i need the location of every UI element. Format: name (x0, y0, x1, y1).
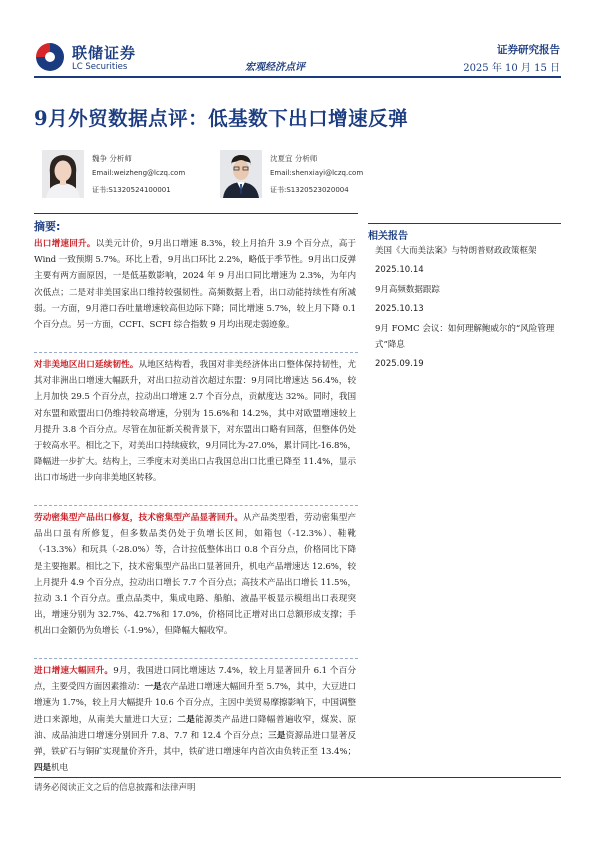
related-report-item[interactable] (375, 321, 561, 369)
paragraph-emphasis: 四是 (34, 763, 51, 774)
paragraph-body: 以美元计价，9月出口增速 8.3%，较上月抬升 3.9 个百分点，高于 Wind 一致预期 5.7%。环比上看，9月出口环比 2.2%，略低于季节性。9月出口反弹主要有两方面原因，一是低基数影响，2024 年 9 月出口同比增速为 2.3%，为年内次低点；二是对非美国家出口维持较强韧性。高频数据上看，出口动能持续性有所减弱。一方面，9月港口吞吐量增速较高但边际下降；同比增速 5.7%，较上月下降 0.1 个百分点。另一方面，CCFI、SCFI 综合指数 9 月均出现走弱迹象。 (34, 239, 356, 331)
logo-english-name: LC Securities (72, 62, 128, 72)
report-section: 宏观经济点评 (245, 62, 305, 73)
paragraph-body: 从产品类型看，劳动密集型产品出口虽有所修复，但多数品类仍处于负增长区间，如箱包（-12.3%）、鞋靴（-13.3%）和玩具（-28.0%）等，合计拉低整体出口 0.8 个百分点，价格同比下降是主要拖累。相比之下，技术密集型产品出口显著回升，机电产品增速达 12.6%，较上月提升 4.9 个百分点，拉动出口增长 7.7 个百分点；高技术产品出口增长 11.5%，拉动 3.1 个百分点。重点品类中，集成电路、船舶、液晶平板显示模组出口表现突出，增速分别为 32.7%、42.7%和 17.0%，价格同比正增对出口总额形成支撑；手机出口金额仍为负增长（-1.9%），但降幅大幅收窄。 (34, 513, 356, 637)
summary-paragraph (34, 663, 356, 776)
disclaimer-note: 请务必阅读正文之后的信息披露和法律声明 (34, 783, 196, 793)
paragraph-divider (34, 658, 358, 659)
related-report-date: 2025.09.19 (375, 359, 424, 369)
related-report-date: 2025.10.14 (375, 265, 424, 275)
paragraph-lead: 进口增速大幅回升。 (34, 666, 114, 676)
summary-paragraph (34, 236, 356, 333)
related-reports-heading: 相关报告 (368, 231, 408, 242)
summary-paragraph (34, 510, 356, 640)
related-report-title[interactable]: 美国《大而美法案》与特朗普财政政策框架 (375, 246, 537, 256)
logo-chinese-name: 联储证券 (72, 44, 137, 62)
paragraph-lead: 对非美地区出口延续韧性。 (34, 360, 139, 370)
paragraph-body: 资源品进口显著反弹，铁矿石与铜矿实现量价齐升，其中，铁矿进口增速年内首次由负转正至 13.4%； (34, 730, 357, 758)
summary-divider (34, 213, 358, 214)
analyst-name: 魏争 分析师 (92, 154, 132, 163)
analyst-card (42, 150, 242, 200)
report-date: 2025 年 10 月 15 日 (463, 63, 560, 74)
analyst-photo (220, 150, 262, 198)
report-title: 9月外贸数据点评：低基数下出口增速反弹 (34, 107, 409, 130)
analyst-photo (42, 150, 84, 198)
analyst-email[interactable]: Email:weizheng@lczq.com (92, 169, 186, 177)
paragraph-emphasis: 二是 (176, 714, 196, 725)
related-report-item[interactable] (375, 282, 561, 314)
analyst-certificate: 证书:S1320523020004 (270, 186, 349, 194)
paragraph-divider (34, 505, 358, 506)
summary-heading: 摘要: (34, 220, 61, 233)
paragraph-divider (34, 352, 358, 353)
related-report-title[interactable]: 9月 FOMC 会议：如何理解鲍威尔的“风险管理式”降息 (375, 324, 555, 350)
paragraph-body: 农产品进口增速大幅回升至 5.7%，其中，大豆进口增速为 1.7%，较上月大幅提升 10.6 个百分点，主因中美贸易摩擦影响下，中国调整进口来源地，从南美大量进口大豆； (34, 682, 356, 725)
related-report-date: 2025.10.13 (375, 304, 424, 314)
analyst-name: 沈夏宜 分析师 (270, 154, 318, 163)
analyst-certificate: 证书:S1320524100001 (92, 186, 171, 194)
paragraph-lead: 劳动密集型产品出口修复，技术密集型产品显著回升。 (34, 513, 243, 523)
paragraph-emphasis: 一是 (144, 682, 162, 693)
report-type: 证券研究报告 (497, 44, 560, 56)
paragraph-emphasis: 三是 (267, 730, 286, 741)
paragraph-body: 机电 (51, 763, 68, 774)
paragraph-body: 能源类产品进口降幅普遍收窄，煤炭、原油、成品油进口增速分别回升 7.8、7.7 和 12.4 个百分点； (34, 714, 357, 741)
related-reports-list (375, 243, 561, 376)
related-report-title[interactable]: 9月高频数据跟踪 (375, 285, 440, 295)
logo-mark-icon (34, 41, 66, 73)
related-report-item[interactable] (375, 243, 561, 275)
sidebar-divider (368, 223, 561, 224)
analyst-email[interactable]: Email:shenxiayi@lczq.com (270, 169, 364, 177)
company-logo (34, 41, 154, 75)
analyst-card (220, 150, 420, 200)
paragraph-lead: 出口增速回升。 (34, 239, 96, 249)
header-divider (34, 76, 561, 78)
footer-divider (34, 777, 561, 778)
summary-paragraph (34, 357, 356, 487)
paragraph-body: 9月，我国进口同比增速达 7.4%，较上月显著回升 6.1 个百分点，主要受四方面因素推动： (34, 666, 356, 693)
paragraph-body: 从地区结构看，我国对非美经济体出口整体保持韧性，尤其对非洲出口增速大幅跃升，对出口拉动首次超过东盟：9月同比增速达 56.4%，较上月加快 29.5 个百分点，拉动出口增速 2.7 个百分点，贡献度达 32%。同时，我国对东盟和欧盟出口仍维持较高增速，分别为 15.6%和 14.2%，其中对欧盟增速较上月提升 3.8 个百分点。尽管在加征新关税背景下，对东盟出口略有回落，但整体仍处于较高水平。相比之下，对美出口持续疲软，9月同比为-27.0%，累计同比-16.8%，降幅进一步扩大。结构上，三季度末对美出口占我国总出口比重已降至 11.4%，显示出口市场进一步向非美地区转移。 (34, 360, 356, 484)
